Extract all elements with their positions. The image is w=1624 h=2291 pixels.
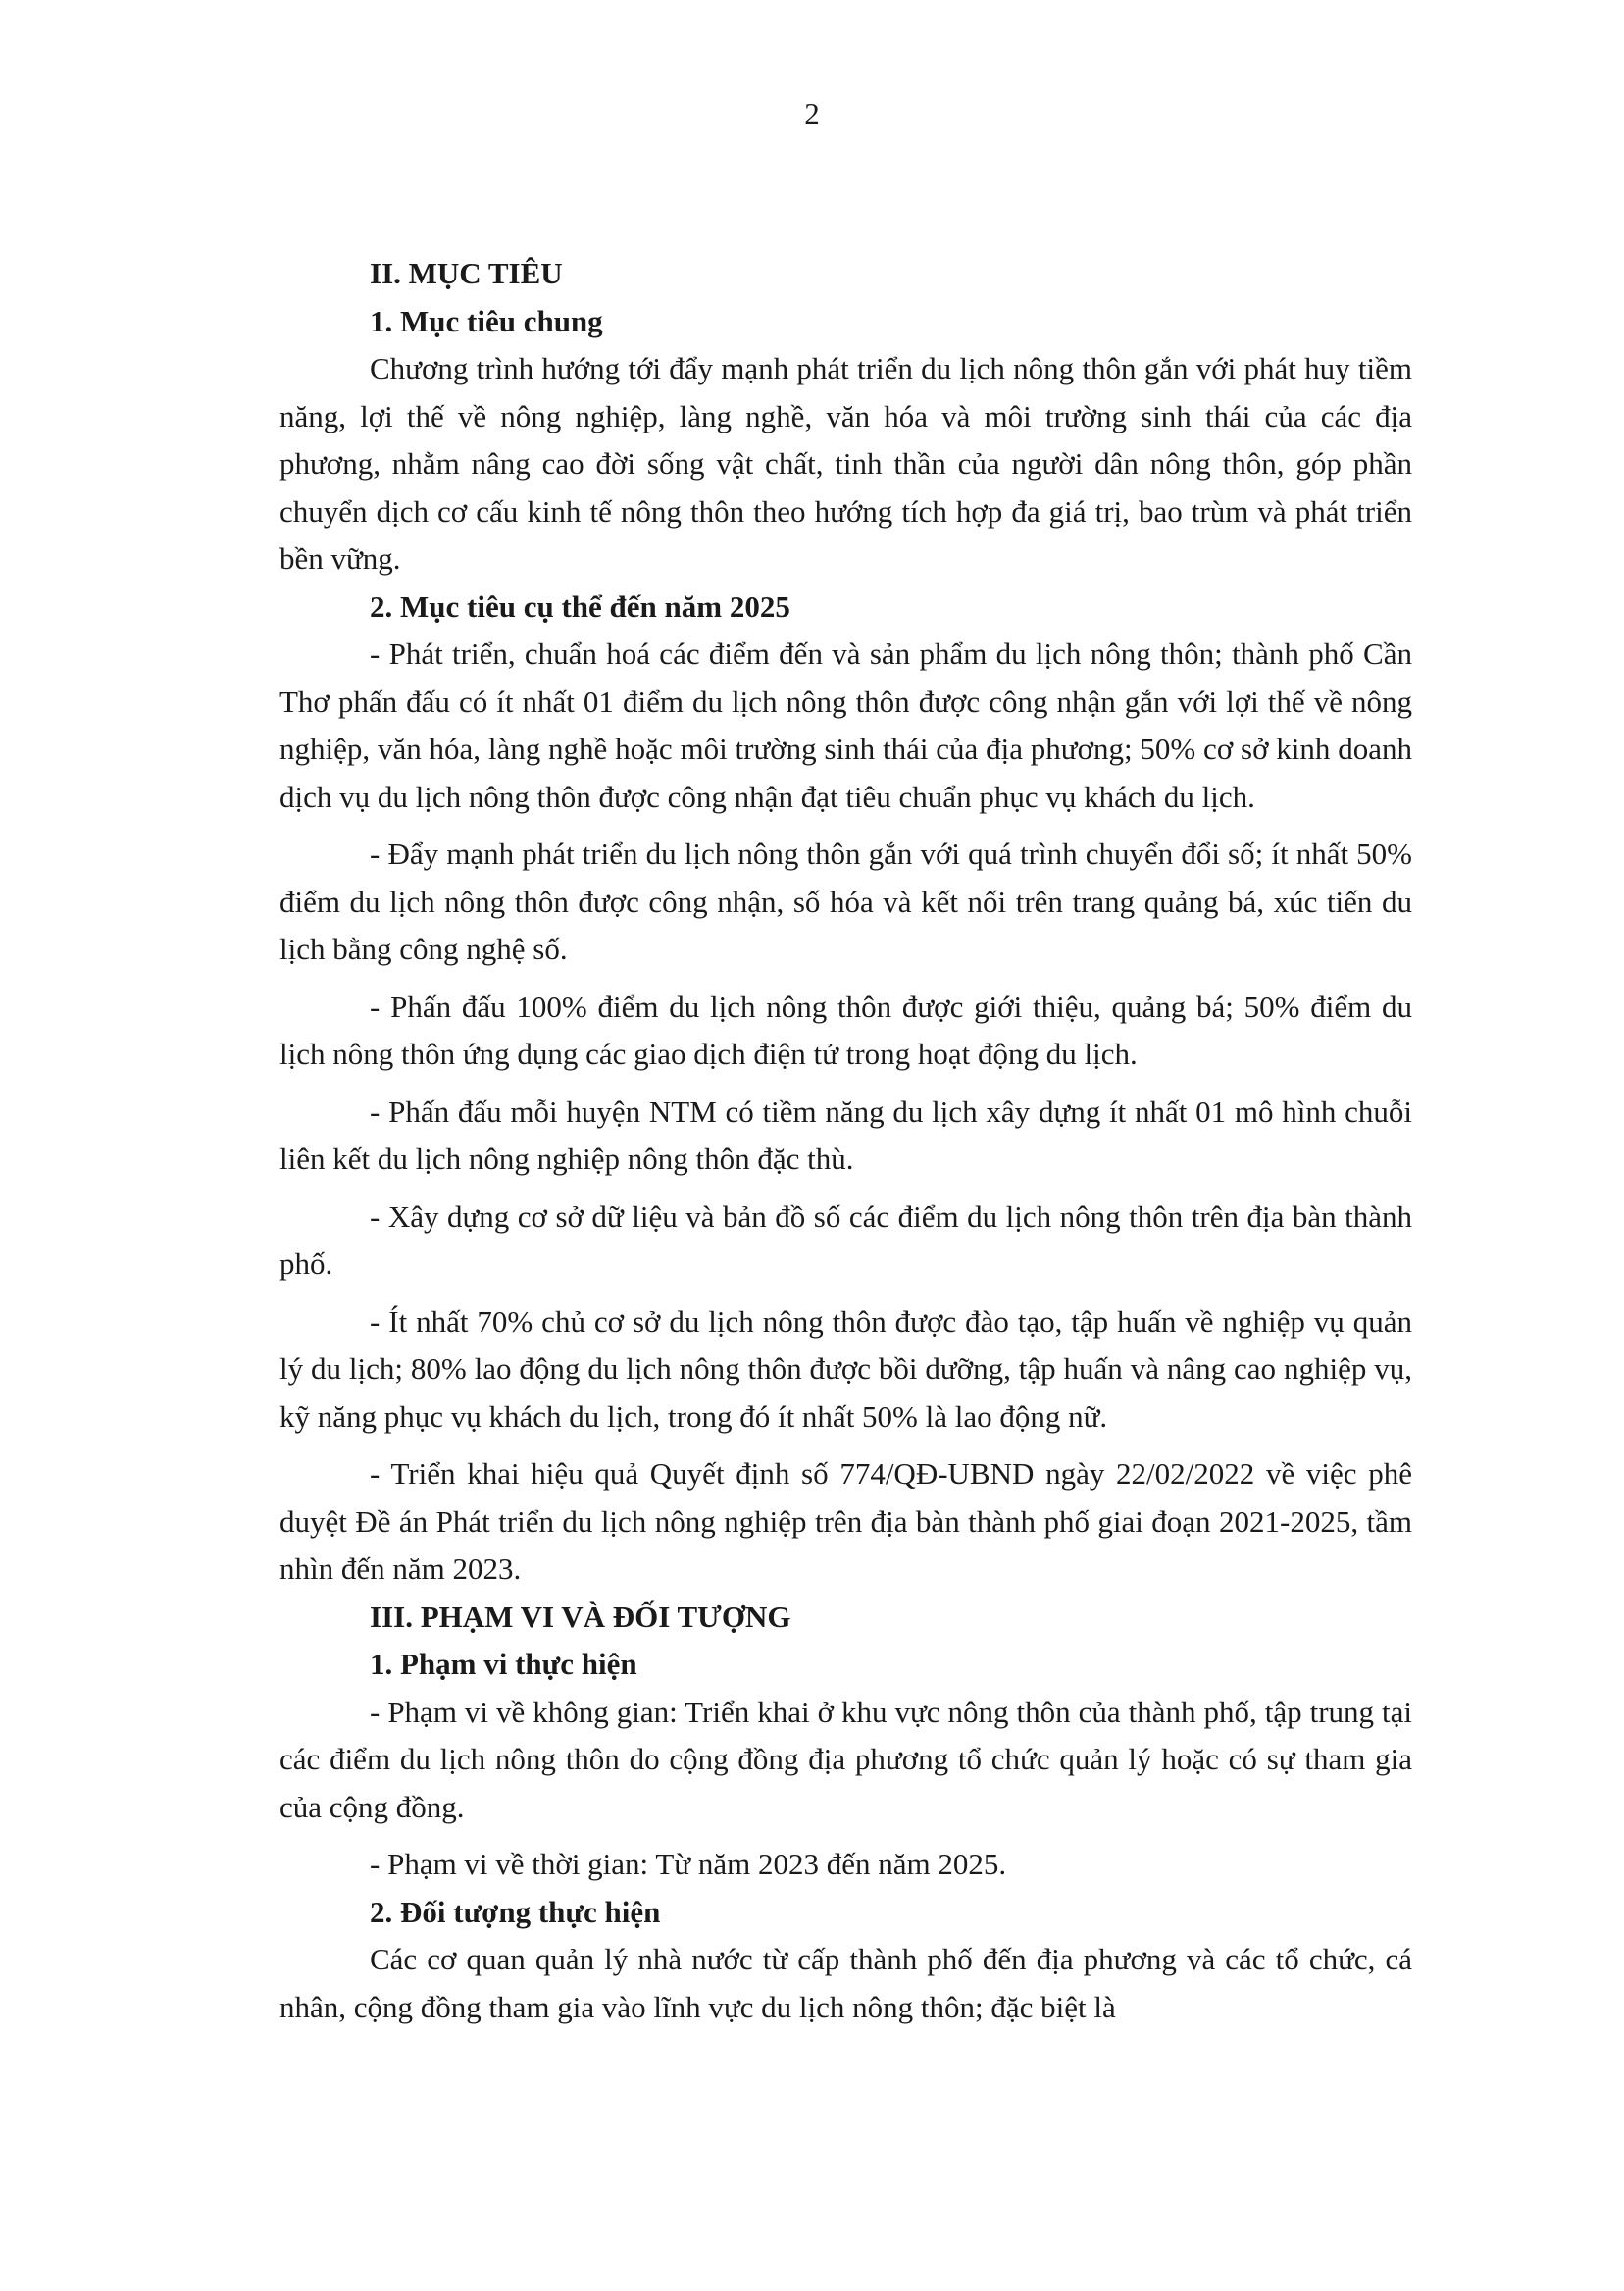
objective-item: - Phát triển, chuẩn hoá các điểm đến và sản phẩm du lịch nông thôn; thành phố Cần Thơ phấn đấu có ít nhất 01 điểm du lịch nông thôn được công nhận gắn với lợi thế về nông nghiệp, văn hóa, làng nghề hoặc môi trường sinh thái của địa phương; 50% cơ sở kinh doanh dịch vụ du lịch nông thôn được công nhận đạt tiêu chuẩn phục vụ khách du lịch. xyxy=(279,636,1412,814)
subsection-heading-general-objective: 1. Mục tiêu chung xyxy=(370,303,603,338)
subsection-heading-scope: 1. Phạm vi thực hiện xyxy=(370,1647,637,1681)
objective-item: - Phấn đấu mỗi huyện NTM có tiềm năng du lịch xây dựng ít nhất 01 mô hình chuỗi liên kết du lịch nông nghiệp nông thôn đặc thù. xyxy=(279,1094,1412,1176)
objective-item: - Ít nhất 70% chủ cơ sở du lịch nông thôn được đào tạo, tập huấn về nghiệp vụ quản lý du lịch; 80% lao động du lịch nông thôn được bồi dưỡng, tập huấn và nâng cao nghiệp vụ, kỹ năng phục vụ khách du lịch, trong đó ít nhất 50% là lao động nữ. xyxy=(279,1303,1412,1434)
page-number: 2 xyxy=(804,96,820,130)
scope-item: - Phạm vi về thời gian: Từ năm 2023 đến năm 2025. xyxy=(370,1847,1007,1881)
section-heading-objectives: II. MỤC TIÊU xyxy=(370,256,563,290)
paragraph-general-objective: Chương trình hướng tới đẩy mạnh phát triển du lịch nông thôn gắn với phát huy tiềm năng, lợi thế về nông nghiệp, làng nghề, văn hóa và môi trường sinh thái của các địa phương, nhằm nâng cao đời sống vật chất, tinh thần của người dân nông thôn, góp phần chuyển dịch cơ cấu kinh tế nông thôn theo hướng tích hợp đa giá trị, bao trùm và phát triển bền vững. xyxy=(279,351,1412,576)
objective-item: - Triển khai hiệu quả Quyết định số 774/QĐ-UBND ngày 22/02/2022 về việc phê duyệt Đề án Phát triển du lịch nông nghiệp trên địa bàn thành phố giai đoạn 2021-2025, tầm nhìn đến năm 2023. xyxy=(279,1456,1412,1586)
objective-item: - Phấn đấu 100% điểm du lịch nông thôn được giới thiệu, quảng bá; 50% điểm du lịch nông thôn ứng dụng các giao dịch điện tử trong hoạt động du lịch. xyxy=(279,989,1412,1071)
objective-item: - Đẩy mạnh phát triển du lịch nông thôn gắn với quá trình chuyển đổi số; ít nhất 50% điểm du lịch nông thôn được công nhận, số hóa và kết nối trên trang quảng bá, xúc tiến du lịch bằng công nghệ số. xyxy=(279,837,1412,966)
scope-item: - Phạm vi về không gian: Triển khai ở khu vực nông thôn của thành phố, tập trung tại các điểm du lịch nông thôn do cộng đồng địa phương tổ chức quản lý hoặc có sự tham gia của cộng đồng. xyxy=(279,1694,1412,1824)
objective-item: - Xây dựng cơ sở dữ liệu và bản đồ số các điểm du lịch nông thôn trên địa bàn thành phố. xyxy=(279,1198,1412,1281)
subsection-heading-subjects: 2. Đối tượng thực hiện xyxy=(370,1894,661,1929)
section-heading-scope-and-subjects: III. PHẠM VI VÀ ĐỐI TƯỢNG xyxy=(370,1599,791,1634)
paragraph-subjects: Các cơ quan quản lý nhà nước từ cấp thành phố đến địa phương và các tổ chức, cá nhân, cộng đồng tham gia vào lĩnh vực du lịch nông thôn; đặc biệt là xyxy=(279,1942,1412,2024)
document-body xyxy=(279,250,1412,2031)
subsection-heading-specific-objectives: 2. Mục tiêu cụ thể đến năm 2025 xyxy=(370,588,790,624)
